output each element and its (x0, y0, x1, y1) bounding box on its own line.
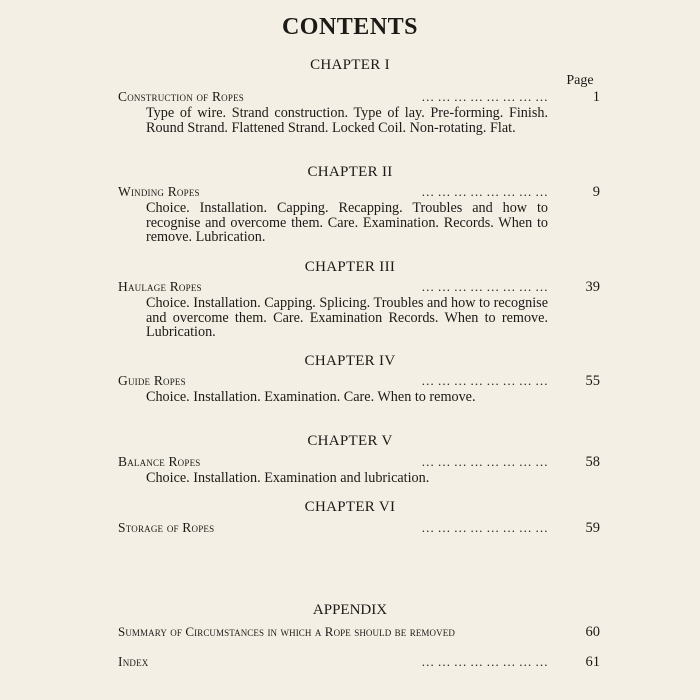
toc-entry-chapter-2[interactable] (118, 184, 600, 245)
toc-entry-appendix[interactable] (118, 624, 600, 641)
leader-dots: … … … … … … … … (421, 520, 548, 535)
chapter-3-heading: CHAPTER III (304, 259, 396, 275)
toc-entry-chapter-1[interactable] (118, 89, 600, 135)
page-number: 60 (585, 624, 600, 640)
entry-description: Choice. Installation. Capping. Recapping. Troubles and how to recognise and overcome them. Care. Examination. Records. When to remove. Lubrication. (146, 200, 548, 246)
chapter-4-heading: CHAPTER IV (304, 353, 396, 369)
page-column-header: Page (566, 73, 594, 88)
entry-title[interactable]: Haulage Ropes (118, 279, 202, 294)
page-number: 9 (592, 184, 600, 200)
chapter-6-heading: CHAPTER VI (304, 499, 396, 515)
entry-title[interactable]: Storage of Ropes (118, 520, 215, 535)
page-number: 39 (585, 279, 600, 295)
page-number: 55 (585, 373, 600, 389)
entry-title[interactable]: Balance Ropes (118, 454, 201, 469)
leader-dots: … … … … … … … … (421, 454, 548, 469)
entry-description: Choice. Installation. Capping. Splicing. Troubles and how to recognise and overcome them. Care. Examination Records. When to remove. Lubrication. (146, 295, 548, 341)
toc-entry-index[interactable] (118, 654, 600, 671)
page-title: CONTENTS (281, 14, 419, 40)
entry-description: Type of wire. Strand construction. Type of lay. Pre-forming. Finish. Round Strand. Flattened Strand. Locked Coil. Non-rotating. Flat. (146, 105, 548, 136)
entry-title[interactable]: Index (118, 654, 149, 669)
page-number: 1 (592, 89, 600, 105)
entry-description: Choice. Installation. Examination. Care. When to remove. (146, 389, 476, 405)
chapter-5-heading: CHAPTER V (307, 433, 393, 449)
entry-description: Choice. Installation. Examination and lubrication. (146, 470, 430, 486)
page-number: 58 (585, 454, 600, 470)
appendix-heading: APPENDIX (312, 602, 388, 618)
toc-entry-chapter-4[interactable] (118, 373, 600, 405)
leader-dots: … … … … … … … … (421, 654, 548, 669)
chapter-1-heading: CHAPTER I (310, 57, 390, 73)
entry-title[interactable]: Guide Ropes (118, 373, 186, 388)
entry-title[interactable]: Winding Ropes (118, 184, 200, 199)
toc-entry-chapter-6[interactable] (118, 520, 600, 537)
chapter-2-heading: CHAPTER II (307, 164, 393, 180)
page-number: 61 (585, 654, 600, 670)
leader-dots: … … … … … … … … (421, 373, 548, 388)
leader-dots: … … … … … … … … (421, 279, 548, 294)
leader-dots: … … … … … … … … (421, 89, 548, 104)
entry-title[interactable]: Summary of Circumstances in which a Rope should be removed (118, 624, 455, 639)
toc-entry-chapter-3[interactable] (118, 279, 600, 340)
leader-dots: … … … … … … … … (421, 184, 548, 199)
toc-entry-chapter-5[interactable] (118, 454, 600, 486)
page-number: 59 (585, 520, 600, 536)
entry-title[interactable]: Construction of Ropes (118, 89, 244, 104)
